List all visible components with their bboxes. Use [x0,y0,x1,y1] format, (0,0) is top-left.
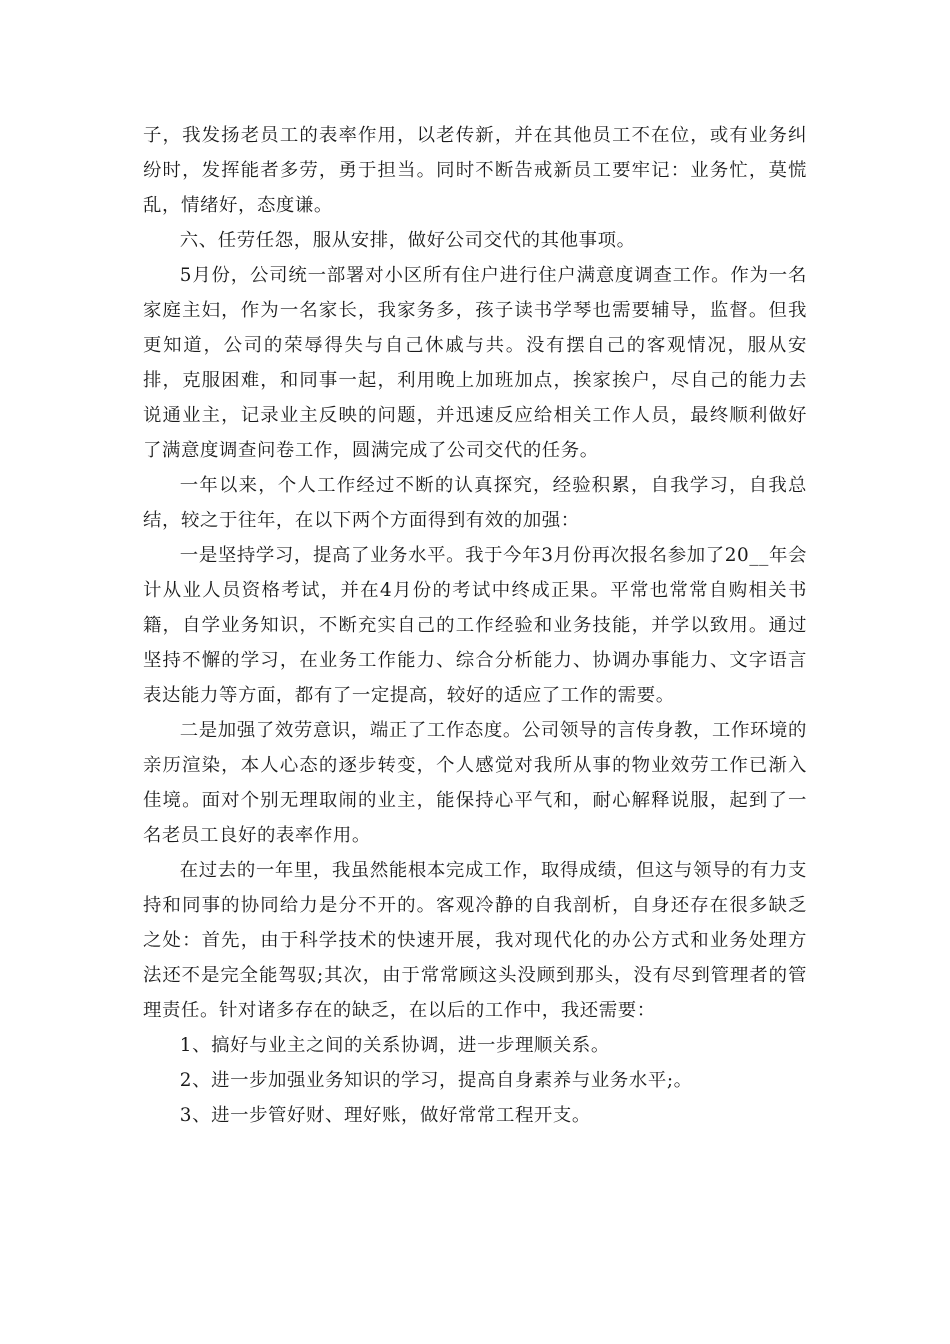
list-item-2: 2、进一步加强业务知识的学习，提高自身素养与业务水平;。 [179,1070,693,1091]
paragraph-year-summary: 一年以来，个人工作经过不断的认真探究，经验积累，自我学习，自我总结，较之于往年，在以下两个方面得到有效的加强： [143,475,807,531]
paragraph-may-survey: 5月份，公司统一部署对小区所有住户进行住户满意度调查工作。作为一名家庭主妇，作为一名家长，我家务多，孩子读书学琴也需要辅导，监督。但我更知道，公司的荣辱得失与自己休戚与共。没有摆自己的客观情况，服从安排，克服困难，和同事一起，利用晚上加班加点，挨家挨户，尽自己的能力去说通业主，记录业主反映的问题，并迅速反应给相关工作人员，最终顺利做好了满意度调查问卷工作，圆满完成了公司交代的任务。 [143,265,807,461]
list-item-1: 1、搞好与业主之间的关系协调，进一步理顺关系。 [179,1035,610,1056]
paragraph-service-attitude: 二是加强了效劳意识，端正了工作态度。公司领导的言传身教，工作环境的亲历渲染，本人心态的逐步转变，个人感觉对我所从事的物业效劳工作已渐入佳境。面对个别无理取闹的业主，能保持心平气和，耐心解释说服，起到了一名老员工良好的表率作用。 [143,720,807,846]
paragraph-continuation: 子，我发扬老员工的表率作用，以老传新，并在其他员工不在位，或有业务纠纷时，发挥能者多劳，勇于担当。同时不断告戒新员工要牢记：业务忙，莫慌乱，情绪好，态度谦。 [143,125,807,216]
paragraph-study: 一是坚持学习，提高了业务水平。我于今年3月份再次报名参加了20__年会计从业人员资格考试，并在4月份的考试中终成正果。平常也常常自购相关书籍，自学业务知识，不断充实自己的工作经验和业务技能，并学以致用。通过坚持不懈的学习，在业务工作能力、综合分析能力、协调办事能力、文字语言表达能力等方面，都有了一定提高，较好的适应了工作的需要。 [143,545,807,706]
paragraph-section-six-heading: 六、任劳任怨，服从安排，做好公司交代的其他事项。 [179,230,636,251]
list-item-3: 3、进一步管好财、理好账，做好常常工程开支。 [179,1105,591,1126]
document-body [143,118,807,1133]
paragraph-shortcomings: 在过去的一年里，我虽然能根本完成工作，取得成绩，但这与领导的有力支持和同事的协同给力是分不开的。客观冷静的自我剖析，自身还存在很多缺乏之处：首先，由于科学技术的快速开展，我对现代化的办公方式和业务处理方法还不是完全能驾驭;其次，由于常常顾这头没顾到那头，没有尽到管理者的管理责任。针对诸多存在的缺乏，在以后的工作中，我还需要： [143,860,807,1021]
